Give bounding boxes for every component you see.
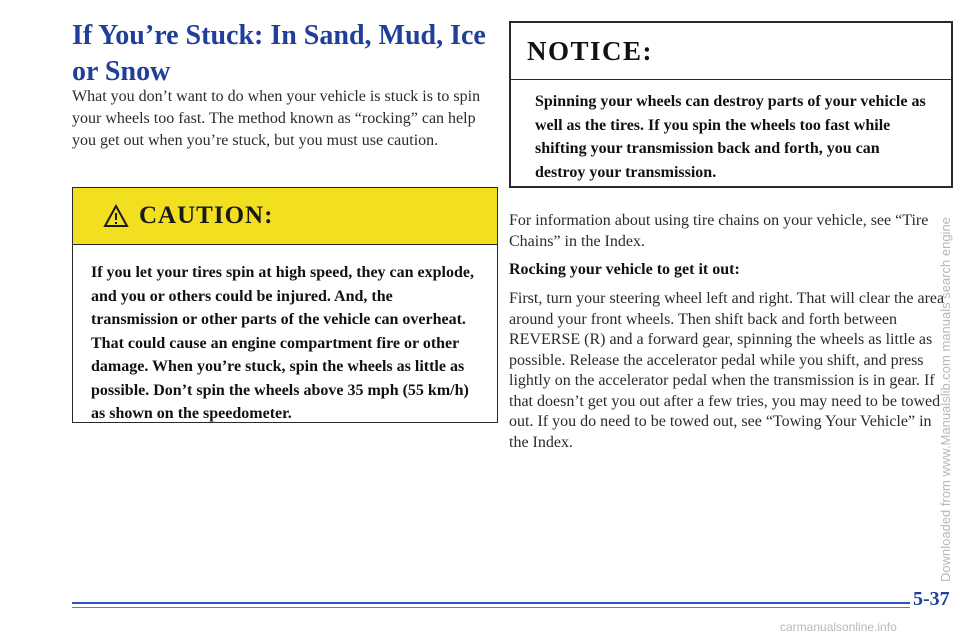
tire-chains-paragraph: For information about using tire chains on your vehicle, see “Tire Chains” in the Index. xyxy=(509,212,929,250)
page-number: 5-37 xyxy=(913,588,950,610)
footer-rule xyxy=(72,602,910,604)
rocking-paragraph: First, turn your steering wheel left and right. That will clear the area around your front wheels. Then shift back and forth between REVERSE (R) and a forward gear, spinning the wheels as little as possible. Release the accelerator pedal while you shift, and press lightly on the accelerator pedal when the transmission is in gear. If that doesn’t get you out after a few tries, you may need to be towed out. If you do need to be towed out, see “Towing Your Vehicle” in the Index. xyxy=(509,290,945,451)
notice-body: Spinning your wheels can destroy parts of your vehicle as well as the tires. If you spin the wheels too fast while shifting your transmission back and forth, you can destroy your transmission. xyxy=(535,93,926,181)
caution-header xyxy=(73,188,497,245)
bottom-watermark: carmanualsonline.info xyxy=(780,620,897,634)
caution-box xyxy=(72,187,498,423)
caution-body: If you let your tires spin at high speed, they can explode, and you or others could be injured. And, the transmission or other parts of the vehicle can overheat. That could cause an engine compartment fire or other damage. When you’re stuck, spin the wheels as little as possible. Don’t spin the wheels above 35 mph (55 km/h) as shown on the speedometer. xyxy=(91,264,474,422)
notice-box xyxy=(509,21,953,188)
warning-triangle-icon xyxy=(103,204,129,228)
side-watermark: Downloaded from www.Manualslib.com manuals search engine xyxy=(938,217,953,583)
caution-title: CAUTION: xyxy=(139,202,274,229)
intro-paragraph: What you don’t want to do when your vehicle is stuck is to spin your wheels too fast. The method known as “rocking” can help you get out when you’re stuck, but you must use caution. xyxy=(72,88,481,149)
section-heading: If You’re Stuck: In Sand, Mud, Ice or Snow xyxy=(72,20,486,87)
footer-rule-thin xyxy=(72,607,910,608)
notice-title: NOTICE: xyxy=(527,35,654,66)
rocking-subheading: Rocking your vehicle to get it out: xyxy=(509,261,740,278)
notice-header xyxy=(511,23,951,80)
